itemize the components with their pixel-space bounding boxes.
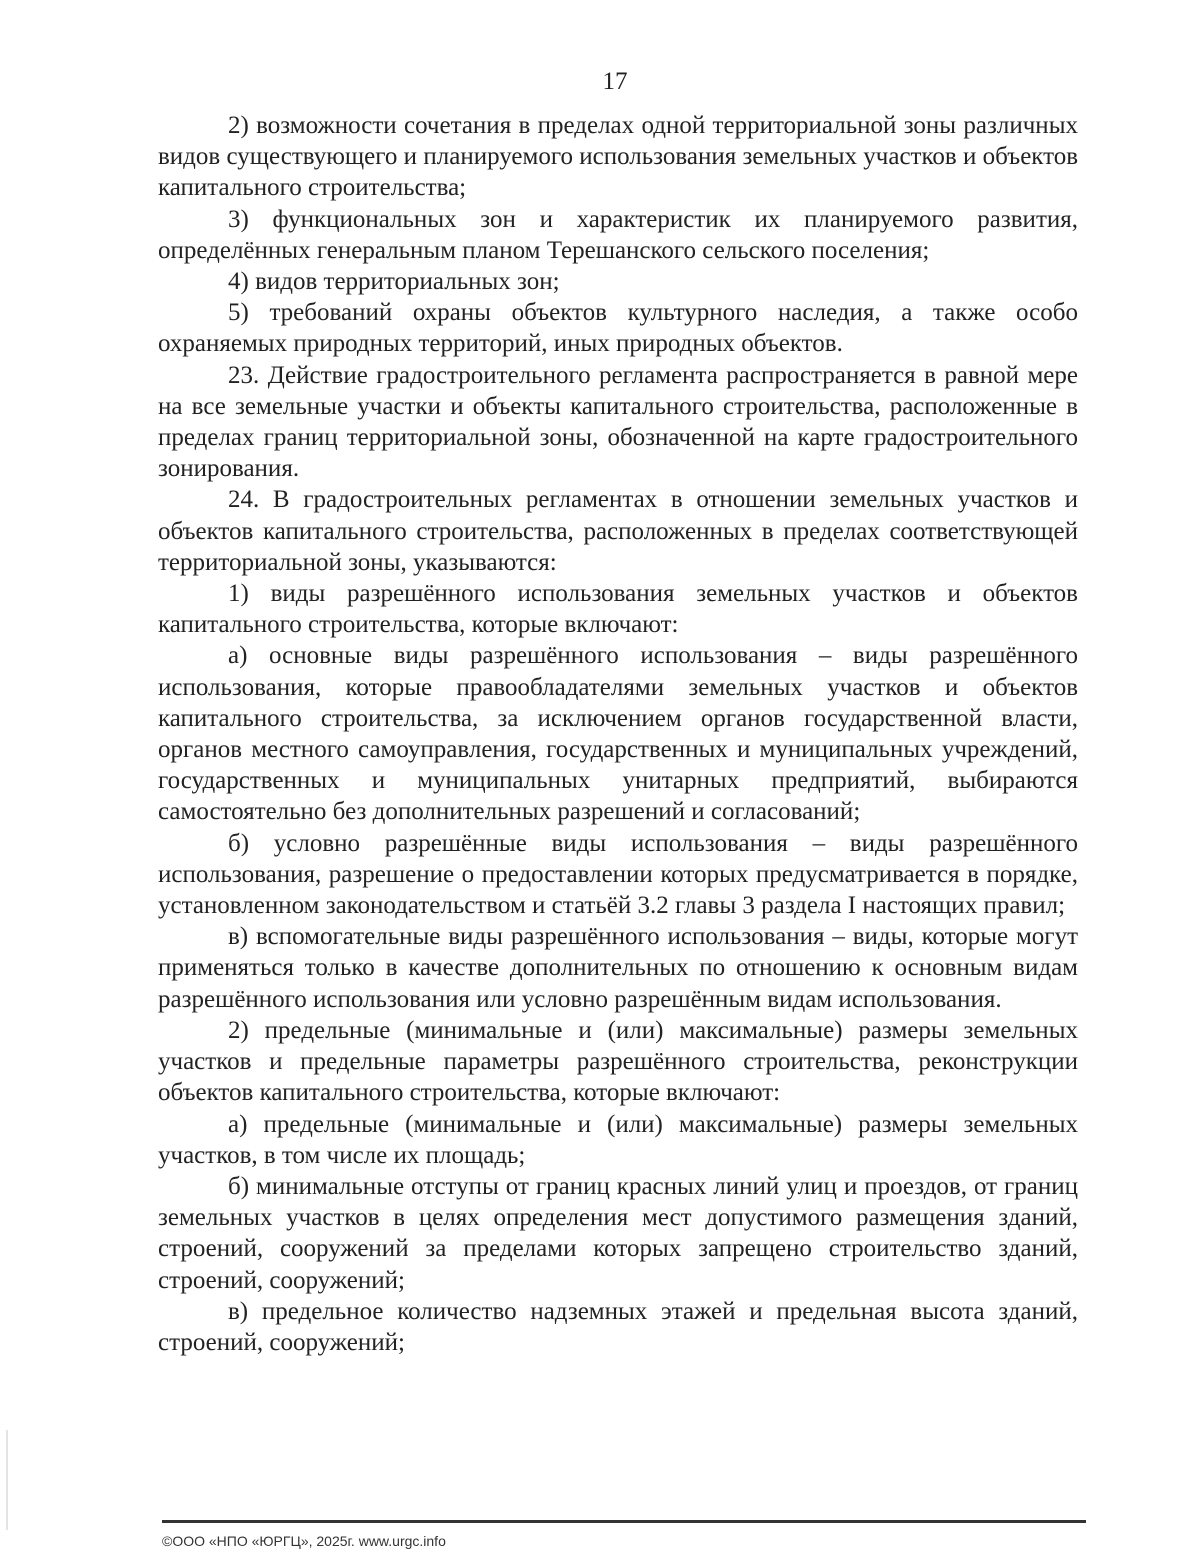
paragraph-item-5: 5) требований охраны объектов культурного наследия, а также особо охраняемых природных территорий, иных природных объектов. (158, 299, 1078, 358)
footer-divider (162, 1520, 1086, 1523)
paragraph-sub-2v: в) предельное количество надземных этажей и предельная высота зданий, строений, сооружений; (158, 1297, 1078, 1356)
paragraph-sub-2a: а) предельные (минимальные и (или) максимальные) размеры земельных участков, в том числе их площадь; (158, 1110, 1078, 1169)
paragraph-sub-2: 2) предельные (минимальные и (или) максимальные) размеры земельных участков и предельные параметры разрешённого строительства, реконструкции объектов капитального строительства, которые включают: (158, 1016, 1078, 1107)
paragraph-item-3: 3) функциональных зон и характеристик их планируемого развития, определённых генеральным планом Терешанского сельского поселения; (158, 205, 1078, 264)
paragraph-section-24: 24. В градостроительных регламентах в отношении земельных участков и объектов капитального строительства, расположенных в пределах соответствующей территориальной зоны, указываются: (158, 486, 1078, 576)
paragraph-sub-1b: б) условно разрешённые виды использования – виды разрешённого использования, разрешение о предоставлении которых предусматривается в порядке, установленном законодательством и статьёй 3.2 главы 3 раздела I настоящих правил; (158, 829, 1078, 920)
page-number: 17 (602, 68, 628, 95)
paragraph-sub-1v: в) вспомогательные виды разрешённого использования – виды, которые могут применяться только в качестве дополнительных по отношению к основным видам разрешённого использования или условно разрешённым видам использования. (158, 923, 1078, 1013)
footer-copyright: ©ООО «НПО «ЮРГЦ», 2025г. www.urgc.info (162, 1533, 446, 1549)
document-body (158, 110, 1078, 1358)
paragraph-sub-1a: а) основные виды разрешённого использования – виды разрешённого использования, которые правообладателями земельных участков и объектов капитального строительства, за исключением органов государственной власти, органов местного самоуправления, государственных и муниципальных учреждений, государственных и муниципальных унитарных предприятий, выбираются самостоятельно без дополнительных разрешений и согласований; (158, 642, 1078, 826)
paragraph-sub-2b: б) минимальные отступы от границ красных линий улиц и проездов, от границ земельных участков в целях определения мест допустимого размещения зданий, строений, сооружений за пределами которых запрещено строительство зданий, строений, сооружений; (158, 1172, 1078, 1294)
paragraph-item-2: 2) возможности сочетания в пределах одной территориальной зоны различных видов существующего и планируемого использования земельных участков и объектов капитального строительства; (158, 112, 1078, 202)
paragraph-item-4: 4) видов территориальных зон; (228, 268, 560, 296)
scan-edge-mark (6, 1430, 8, 1530)
paragraph-section-23: 23. Действие градостроительного регламента распространяется в равной мере на все земельные участки и объекты капитального строительства, расположенные в пределах границ территориальной зоны, обозначенной на карте градостроительного зонирования. (158, 361, 1078, 483)
paragraph-sub-1: 1) виды разрешённого использования земельных участков и объектов капитального строительства, которые включают: (158, 580, 1078, 639)
